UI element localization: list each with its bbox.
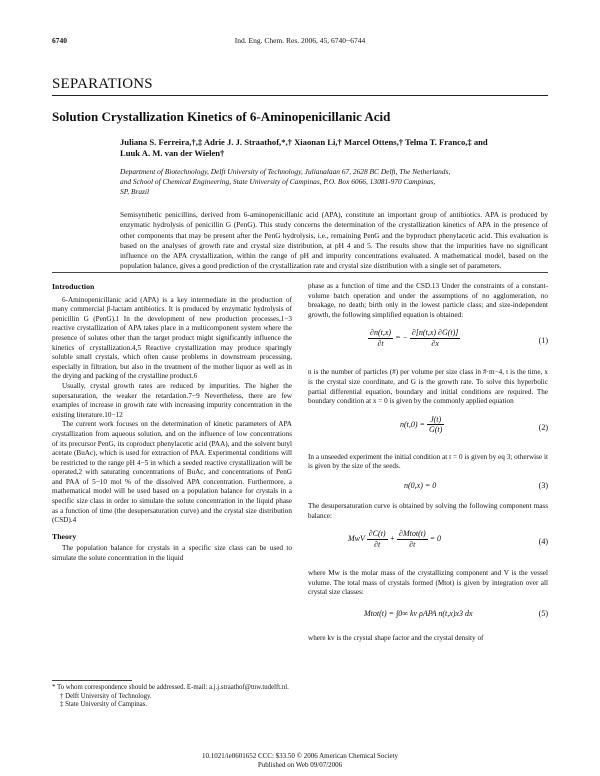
published-line: Published on Web 09/07/2006 (257, 761, 343, 769)
right-paragraph-5: where Mw is the molar mass of the crystallizing component and V is the vessel volume. The total mass of crystals formed (Mtot) is given by integration over all crystal size classes: (308, 569, 548, 597)
right-paragraph-3: In a unseeded experiment the initial condition at t = 0 is given by eq 3; otherwise it is given by the size of the seeds. (308, 452, 548, 471)
right-column (308, 282, 548, 644)
intro-paragraph-1: 6-Aminopenicillanic acid (APA) is a key intermediate in the production of many commercial β-lactam antibiotics. It is produced by enzymatic hydrolysis of penicillin G (PenG).1 In the development of new production processes,1−3 reactive crystallization of APA takes place in a multicomponent system where the presence of solutes other than the target product might significantly influence the kinetics of crystallization.4,5 Reactive crystallization may produce sparingly soluble small crystals, which often cause problems in downstream processing, especially in filtration, but also in the treatment of the mother liquor as well as in the drying and packing of the crystalline product.6 (52, 295, 292, 381)
footnote-rule (52, 680, 132, 681)
intro-paragraph-3: The current work focuses on the determination of kinetic parameters of APA crystallization from aqueous solution, and on the influence of low concentrations of its precursor PenG, its coproduct phenylacetic acid (PAA), and the solvent butyl acetate (BuAc), which is used for extraction of PAA. Experimental conditions will be restricted to the range pH 4−5 in which a seeded reactive crystallization will be operated,2 with saturating concentrations of BuAc, and concentrations of PenG and PAA of 5−10 mol % of the dissolved APA concentration. Furthermore, a mathematical model will be used based on a population balance for crystals in a specific size class in order to simulate the solute concentration in the liquid phase as a function of time (the desupersaturation curve) and the crystal size distribution (CSD).4 (52, 420, 292, 525)
equation-1-number: (1) (538, 336, 548, 346)
equation-4-number: (4) (538, 537, 548, 547)
equation-3: n(0,x) = 0 (3) (404, 480, 548, 490)
right-paragraph-6: where kv is the crystal shape factor and the crystal density of (308, 633, 484, 642)
journal-citation: Ind. Eng. Chem. Res. 2006, 45, 6740−6744 (234, 36, 366, 45)
equation-3-number: (3) (538, 480, 548, 490)
right-paragraph-2: n is the number of particles (#) per volume per size class in #·m−4, t is the time, x is the crystal size coordinate, and G is the growth rate. To solve this hyperbolic partial differential equation, boundary and initial conditions are required. The boundary condition at x = 0 is given by the commonly applied equation (308, 368, 548, 406)
equation-5: Mtot(t) = ∫0∞ kv ρAPA n(t,x)x3 dx (5) (364, 608, 548, 618)
authors-line-2: Luuk A. M. van der Wielen† (120, 148, 225, 158)
theory-heading: Theory (52, 531, 77, 541)
footnote-delft: † Delft University of Technology. (60, 692, 152, 700)
introduction-heading: Introduction (52, 282, 95, 291)
left-column (52, 282, 292, 564)
affiliation-line-2: and School of Chemical Engineering, State University of Campinas, P.O. Box 6066, 13081-970 Campinas, (120, 177, 436, 186)
equation-4: MwV $\frac{\partial C(t)}{\partial t}$ + $\frac{\text{∂Mtot(t)}}{\partial t}$ = 0 (4) (348, 529, 548, 549)
right-paragraph-1: phase as a function of time and the CSD.13 Under the constraints of a constant-volume batch operation and under the assumptions of no agglomeration, no breakage, no death; birth only in the lowest particle class; and size-independent growth, the following simplified equation is obtained: (308, 282, 548, 319)
footnotes (52, 684, 292, 710)
footnote-correspondence: * To whom correspondence should be addressed. E-mail: a.j.j.straathof@tnw.tudelft.nl. (52, 684, 289, 691)
section-rule (52, 95, 548, 96)
page-number: 6740 (52, 36, 67, 45)
affiliations (120, 167, 548, 197)
right-paragraph-4: The desupersaturation curve is obtained by solving the following component mass balance: (308, 501, 548, 520)
footnote-campinas: ‡ State University of Campinas. (60, 701, 148, 709)
equation-5-number: (5) (538, 608, 548, 618)
affiliation-line-3: SP, Brazil (120, 187, 150, 196)
intro-paragraph-2: Usually, crystal growth rates are reduced by impurities. The higher the supersaturation, the weaker the retardation.7−9 Nevertheless, there are few examples of increase in growth rate with increasing impurity concentration in the existing literature.10−12 (52, 381, 292, 419)
equation-2: n(t,0) = $\frac{J(t)}{G(t)}$ (2) (400, 414, 548, 435)
equation-2-number: (2) (538, 422, 548, 432)
authors (120, 137, 548, 159)
equation-1: $\frac{\partial n(t,x)}{\partial t}$ = − $\frac{\partial[n(t,x) \partial G(t)]}{\partial x}$ (1) (370, 328, 548, 348)
doi-footer (0, 752, 600, 770)
authors-line-1: Juliana S. Ferreira,†,‡ Adrie J. J. Straathof,*,† Xiaonan Li,† Marcel Ottens,† Telma T. Franco,‡ and (120, 137, 488, 147)
article-title: Solution Crystallization Kinetics of 6-Aminopenicillanic Acid (52, 109, 391, 124)
affiliation-line-1: Department of Biotechnology, Delft University of Technology, Julianalaan 67, 2628 BC Delft, The Netherlands, (120, 167, 451, 176)
theory-paragraph-1: The population balance for crystals in a specific size class can be used to simulate the solute concentration in the liquid (52, 544, 292, 563)
abstract: Semisynthetic penicillins, derived from 6-aminopenicillanic acid (APA), constitute an important group of antibiotics. APA is produced by enzymatic hydrolysis of penicillin G (PenG). This study concerns the determination of the crystallization kinetics of APA in the presence of other components that may be present after the PenG hydrolysis, i.e., remaining PenG and the byproduct phenylacetic acid. This evaluation is based on the analyses of growth rate and crystal size distribution, at pH 4 and 5. The results show that the impurities have no significant influence on the APA crystallization, within the range of pH and impurity concentrations evaluated. A mathematical model, based on the population balance, gives a good prediction of the crystallization rate and crystal size distribution with a single set of parameters. (120, 210, 548, 271)
doi-line: 10.1021/ie0601652 CCC: $33.50 © 2006 American Chemical Society (201, 752, 399, 760)
abstract-rule (52, 272, 548, 273)
section-heading: SEPARATIONS (52, 76, 153, 92)
